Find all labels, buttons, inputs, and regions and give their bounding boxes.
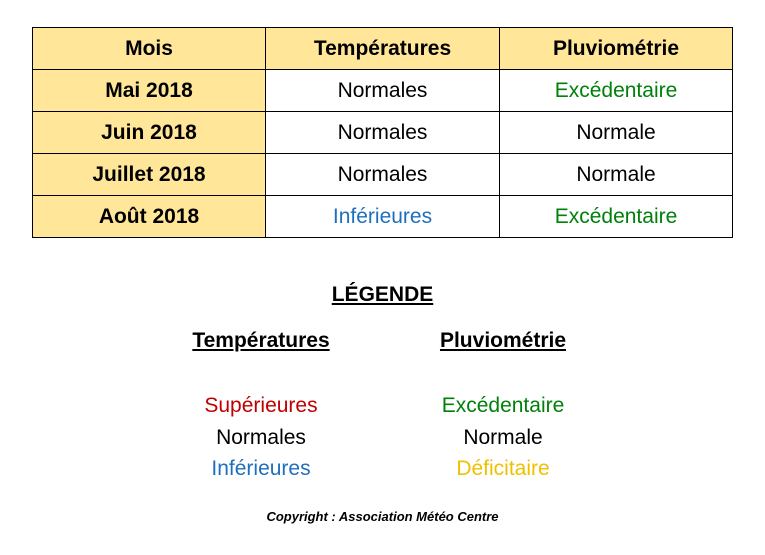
legend-item: Excédentaire	[441, 394, 565, 417]
legend-pluviometrie-heading: Pluviométrie	[439, 329, 567, 352]
legend-item: Normales	[216, 425, 306, 449]
temperature-cell: Normales	[266, 112, 500, 154]
temperature-cell: Normales	[266, 154, 500, 196]
legend-title: LÉGENDE	[331, 283, 434, 306]
legend-pluviometrie	[393, 327, 613, 485]
legend-item: Déficitaire	[456, 457, 550, 480]
month-cell: Août 2018	[33, 196, 266, 238]
legend-temperatures-heading: Températures	[192, 329, 330, 352]
rainfall-cell: Excédentaire	[500, 196, 733, 238]
copyright-notice: Copyright : Association Météo Centre	[266, 509, 499, 524]
header-temperatures: Températures	[266, 28, 500, 70]
month-cell: Mai 2018	[33, 70, 266, 112]
legend-temperatures	[151, 327, 371, 485]
legend-pluviometrie-list	[393, 390, 613, 485]
table-header-row	[33, 28, 733, 70]
header-mois: Mois	[33, 28, 266, 70]
table-row	[33, 196, 733, 238]
climate-summary-table	[32, 27, 733, 238]
header-pluviometrie: Pluviométrie	[500, 28, 733, 70]
rainfall-cell: Normale	[500, 154, 733, 196]
legend-item: Normale	[463, 425, 543, 449]
month-cell: Juin 2018	[33, 112, 266, 154]
legend-item: Inférieures	[211, 457, 311, 480]
month-cell: Juillet 2018	[33, 154, 266, 196]
table-row	[33, 112, 733, 154]
table-row	[33, 70, 733, 112]
legend-item: Supérieures	[204, 394, 318, 417]
rainfall-cell: Normale	[500, 112, 733, 154]
temperature-cell: Normales	[266, 70, 500, 112]
temperature-cell: Inférieures	[266, 196, 500, 238]
rainfall-cell: Excédentaire	[500, 70, 733, 112]
table-row	[33, 154, 733, 196]
legend-temperatures-list	[151, 390, 371, 485]
